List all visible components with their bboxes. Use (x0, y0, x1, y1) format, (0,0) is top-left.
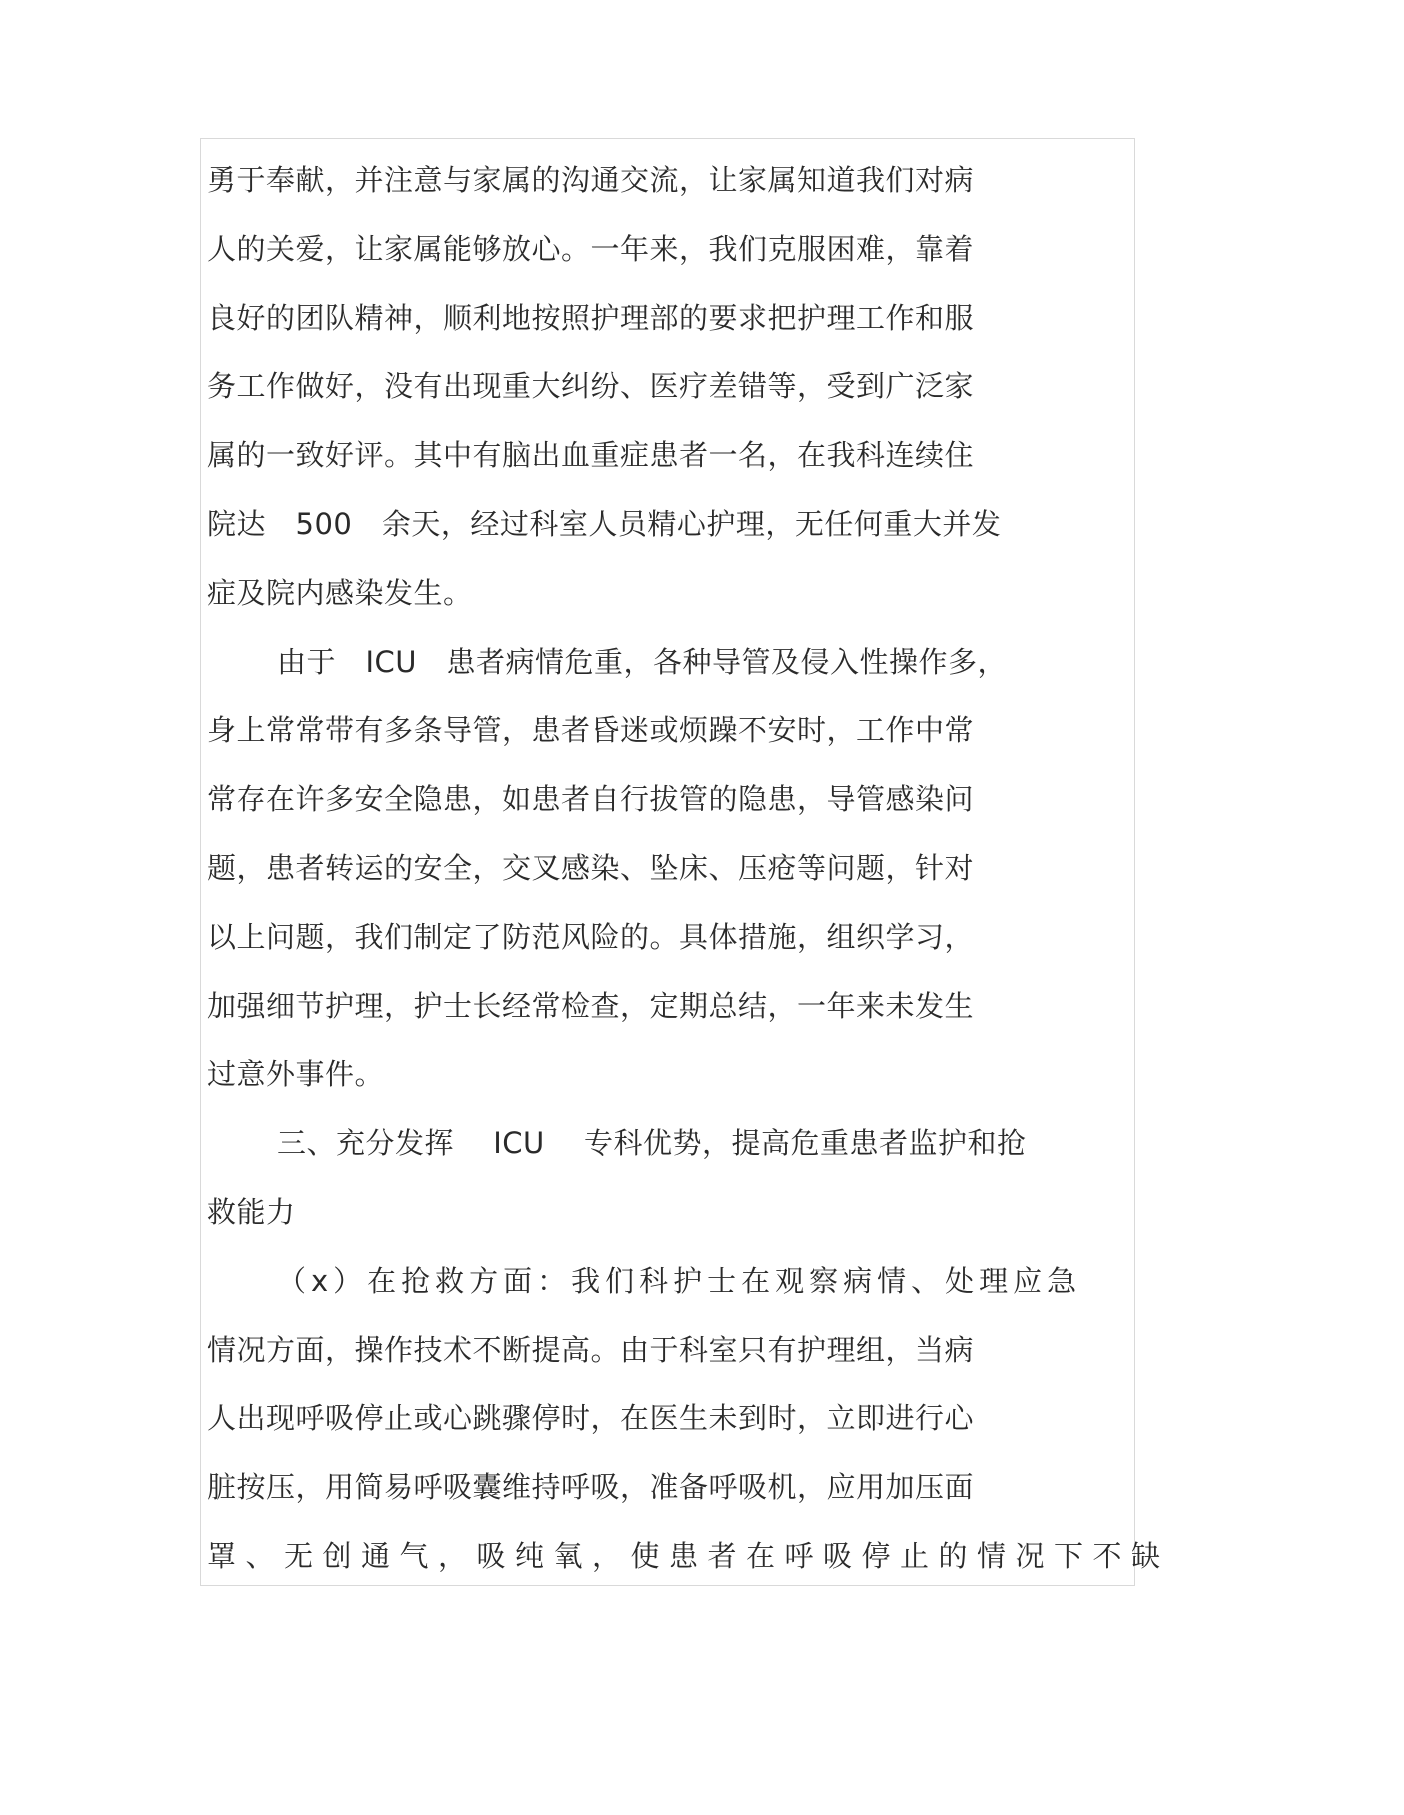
section-heading-continuation: 救能力 (207, 1194, 296, 1229)
text-line: 常存在许多安全隐患，如患者自行拔管的隐患，导管感染问 (207, 782, 975, 817)
text-line: 过意外事件。 (207, 1057, 385, 1092)
text-line: 良好的团队精神，顺利地按照护理部的要求把护理工作和服 (207, 300, 975, 335)
text-line: 务工作做好，没有出现重大纠纷、医疗差错等，受到广泛家 (207, 369, 975, 404)
text-line: 属的一致好评。其中有脑出血重症患者一名，在我科连续住 (207, 438, 975, 473)
paragraph-start-line: 由于 ICU 患者病情危重，各种导管及侵入性操作多， (277, 644, 1008, 679)
text-line: 人出现呼吸停止或心跳骤停时，在医生未到时，立即进行心 (207, 1401, 975, 1436)
text-line: 院达 500 余天，经过科室人员精心护理，无任何重大并发 (207, 506, 1002, 541)
text-line: 加强细节护理，护士长经常检查，定期总结，一年来未发生 (207, 988, 975, 1023)
text-line: 罩、无创通气，吸纯氧，使患者在呼吸停止的情况下不缺 (207, 1538, 1170, 1573)
text-line: 脏按压，用简易呼吸囊维持呼吸，准备呼吸机，应用加压面 (207, 1470, 975, 1505)
section-heading: 三、充分发挥 ICU 专科优势，提高危重患者监护和抢 (277, 1126, 1027, 1161)
text-line: 人的关爱，让家属能够放心。一年来，我们克服困难，靠着 (207, 231, 975, 266)
text-line: 以上问题，我们制定了防范风险的。具体措施，组织学习， (207, 919, 975, 954)
subsection-start-line: （x）在抢救方面：我们科护士在观察病情、处理应急 (277, 1263, 1082, 1298)
text-line: 身上常常带有多条导管，患者昏迷或烦躁不安时，工作中常 (207, 713, 975, 748)
text-line: 症及院内感染发生。 (207, 575, 473, 610)
text-line: 勇于奉献，并注意与家属的沟通交流，让家属知道我们对病 (207, 163, 975, 197)
text-line: 题，患者转运的安全，交叉感染、坠床、压疮等问题，针对 (207, 850, 975, 885)
document-body (207, 146, 1207, 1591)
text-line: 情况方面，操作技术不断提高。由于科室只有护理组，当病 (207, 1332, 975, 1367)
